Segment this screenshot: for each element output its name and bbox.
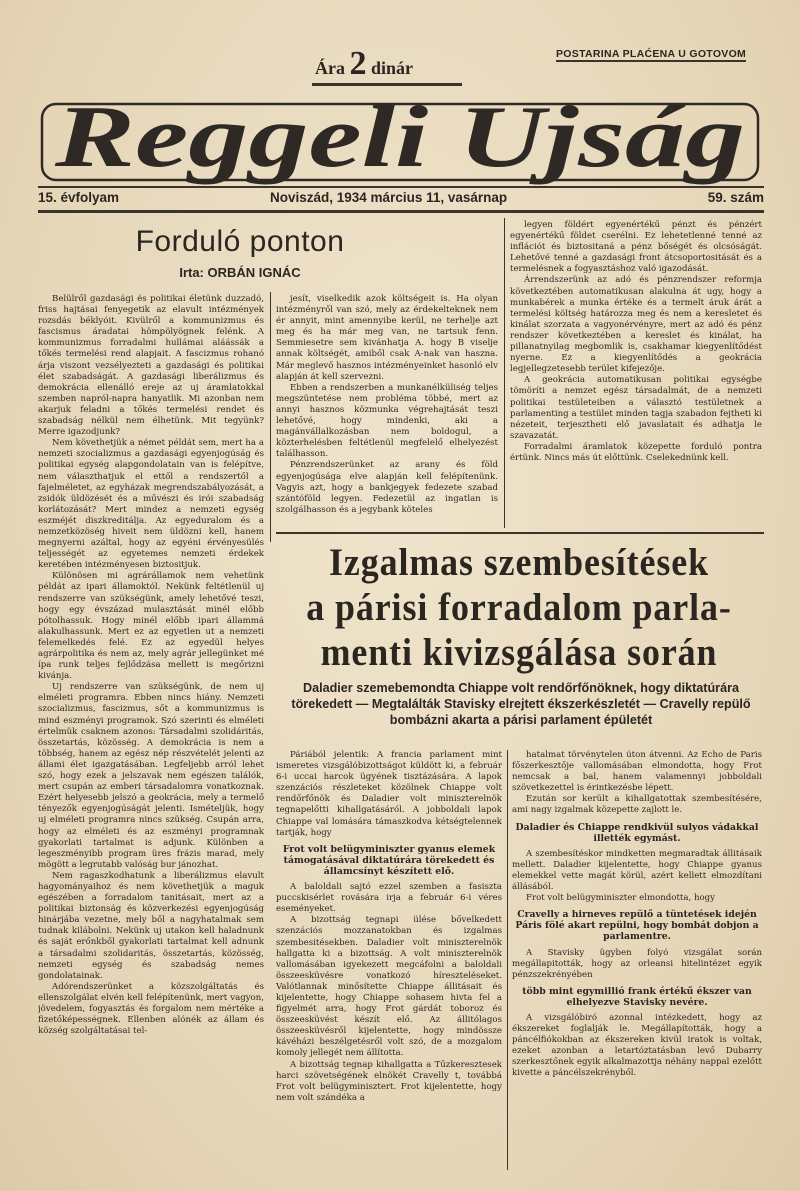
paragraph: A szembesítéskor mindketten megmaradtak állitásaik mellett. Daladier kijelentette, hogy Chiappe gyanus elemekkel vette magát körül, azért kellett elmozdítani állásából. [512, 848, 762, 893]
inline-heading: több mint egymillió frank értékű ékszer van elhelyezve Stavisky nevére. [522, 985, 752, 1008]
article1-column-2 [276, 294, 498, 530]
inline-heading: Frot volt belügyminiszter gyanus elemek támogatásával diktatúrára törekedett és államcsínyt készített elő. [282, 843, 496, 877]
paragraph: A bizottság tegnapi ülése bővelkedett szenzációs mozzanatokban és izgalmas szembesitésekben. Daladier volt miniszterelnök hallgatta ki a bizottság. A volt miniszterelnök vallomásában igyekezett megcáfolni a baloldali összeesküvésre vonatkozó híreszteléseket. Valótlannak minősítette Chiappe állitásait és kijelentette, hogy Chiappe sohasem hivta fel a figyelmét arra, hogy Frot gárdát toboroz és összeesküvést készít elő. Az állitólagos összeesküvésről kijelentette, hogy mindössze kávéházi beszélgetésről volt szó, de a mozgalom komoly jellegét nem állította. [276, 915, 502, 1059]
paragraph: A bizottság tegnap kihallgatta a Tűzkeresztesek harci szövetségének elnökét Cravelly t, továbbá Frot volt belügyminisztert. Frot kijelentette, hogy nem volt szándéka a [276, 1059, 502, 1103]
price-word: Ára [315, 58, 345, 78]
article1-headline: Forduló ponton [135, 225, 345, 258]
inline-heading: Cravelly a hirneves repülő a tüntetések idején Páris fölé akart repülni, hogy bombát dobjon a parlamentre. [515, 909, 759, 943]
article1-column-1 [38, 294, 264, 1174]
column-divider [270, 292, 271, 542]
article2-top-rule [276, 532, 764, 534]
dateline: Noviszád, 1934 március 11, vasárnap [270, 190, 508, 205]
paragraph: Különösen mi agrárállamok nem vehetünk példát az ipari államoktól. Nekünk feltétlenül uj rendszerre van szükségünk, amely lehetővé teszi, hogy egy évszázad mulasztását minél előbb pótolhassuk. Hogy minél előbb ipari állammá alakulhassunk. Mert ez az egyetlen ut a nemzeti felemelkedés felé. Ez az egyedül helyes agrárpolitika és nem az, mely agrár jellegünket mé ípa runk teljes fejlődzása mellett is megőrizni kivánja. [38, 571, 264, 682]
title-line: Izgalmas szembesítések [329, 541, 709, 584]
issue-number: 59. szám [707, 190, 764, 205]
article2-column-2 [512, 750, 762, 1174]
masthead-title [40, 74, 760, 192]
inline-heading: Daladier és Chiappe rendkivül sulyos vádakkal illették egymást. [515, 821, 759, 844]
masthead-text: Reggeli Ujság [53, 89, 745, 186]
title-line: menti kivizsgálása során [320, 631, 718, 674]
paragraph: Frot volt belügyminiszter elmondotta, hogy [526, 893, 716, 904]
paragraph: hatalmat törvénytelen úton átvenni. Az Echo de Paris főszerkesztője vallomásában elmondotta, hogy Frot nemcsak a bal, hanem valamennyi jobboldali szövetkezettel is érintkezésbe lépett. [512, 750, 762, 794]
bottom-rule [38, 210, 764, 213]
article2-subtitle: Daladier szemebemondta Chiappe volt rendőrfőnöknek, hogy diktatúrára törekedett — Megtalálták Stavisky elrejtett ékszerkészletét — Cravelly repülő bombázni akarta a párisi parlament épületét [291, 681, 751, 727]
article1-byline: Irta: ORBÁN IGNÁC [179, 265, 301, 280]
paragraph: Páriából jelentik: A francia parlament mint ismeretes vizsgálóbizottságot küldött ki, a február 6-i uccai harcok ügyének tisztázására. A lapok szenzációs részleteket közölnek Chiappe volt rendőrfőnök és Daladier volt miniszterelnök tegnapelőtti kihallgatásáról. A jobboldali lapok Chiappe val lomására támaszkodva kétségtelennek tartják, hogy [276, 750, 502, 838]
price-unit: dinár [371, 58, 414, 78]
paragraph: legyen földért egyenértékű pénzt és pénzért egyenértékű földet cserélni. Ez lehetetlenné tenné az inflációt és biztositaná a pénz bőségét és olcsóságát. Lehetővé tenné a gazdasági front átcsoportositását és a termelésnek a fogyasztáshoz való igazodását. [510, 220, 762, 275]
paragraph: Nem ragaszkodhatunk a liberálizmus elavult hagyományaihoz és nem követhetjük a maguk egészében a forradalom tanitásait, mert az a politikai biztonság és közverkezési egyenjogúság hinárjába vezetne, mely ből a nagyhatalmak sem tudnak kilábolni. Nekünk uj utakon kell haladnunk és saját erőnkből gyakorlati tartalmat kell adnunk a társadalmi szolidaritás, összetartás, közösség, nemzeti egység és szabadság nemes gondolatainak. [38, 870, 264, 981]
article2-title [295, 540, 742, 675]
paragraph: A Stavisky ügyben folyó vizsgálat során megállapitották, hogy az orleansi hitelintézet egyik pénzszekrényében [512, 947, 762, 980]
paragraph: Uj rendszerre van szükségünk, de nem uj elméleti programra. Ebben nincs hiány. Nemzeti szocializmus, fascizmus, sőt a kommunizmus is mind eszményi programok. Szó szerinti és elméleti értelmük csaknem azonos: Társadalmi szolidáritás, összetartás, közösség. A demokrácia is nem a többség, hanem az egész nép részvételét jelenti az állami élet igazgatásában. Legfeljebb arról lehet szó, hogy ezek a jelszavak nem egészen találók, mert csupán az emberi társadalomra vonatkoznak. Ezért helyesebb jelszó a geokrácia, mely a termelő tényezők egyenjogúságát jelenti. Ismételjük, hogy uj elméleti programra nincs szükség. Csupán arra, hogy az elméleti és az eszményi programnak gyakorlati tartalmat is adjunk. Különben a legeszményibb program üres frázis marad, mely mögött a legrutabb valóság bur jánozhat. [38, 682, 264, 870]
paragraph: A baloldali sajtó ezzel szemben a fasiszta puccskisérlet rovására irja a február 6-i véres eseményeket. [276, 882, 502, 915]
paragraph: Ezután sor került a kihallgatottak szembesítésére, ami nagy izgalmak közepette zajlott le. [512, 794, 762, 816]
column-divider [504, 218, 505, 528]
column-divider [507, 750, 508, 1170]
paragraph: Pénzrendszerünket az arany és föld egyenjogúsága elve alapján kell felépítenünk. Vagyis azt, hogy a bankjegyek fedezete szabad szántóföld legyen. Fedezetül az ingatlan is szolgálhasson és a jegybank köteles [276, 460, 498, 515]
paragraph: Forradalmi áramlatok közepette forduló pontra értünk. Nincs más út előttünk. Cselekednünk kell. [510, 441, 762, 463]
dateline-bar [38, 188, 764, 212]
postal-notice: POSTARINA PLAĆENA U GOTOVOM [556, 48, 747, 60]
paragraph: A geokrácia automatikusan politikai egységbe tömöríti a nemzet egész társadalmát, de a nemzeti politikai testületeiben a választó testületnek a parlamenting a testület minden tagja szabadon fejtheti ki nézeteit, terjesztheti elő javaslatait és adhatja le szavazatát. [510, 375, 762, 441]
paragraph: Belülről gazdasági és politikai életünk duzzadó, friss hajtásai fenyegetik az elavult intézmények rozsdás béklyóit. Kivülről a kommunizmus és fascismus áradatai hömpölyögnek felénk. A kommunizmus forradalmi hullámai aláássák a tőkés termelési rend alapjait. A fascizmus rohanó árja viszont vezsélyezteti a gazdasági és politikai élet szabadságát. A gazdasági liberálizmus és demokrácia ellenálló ereje az uj áramlatokkal szemben napról-napra hanyatlik. Mi azonban nem akarjuk feladni a tőkés termelési rendet és szabadság nélkül nem élhetünk. Mit tegyünk? Merre igazodjunk? [38, 294, 264, 438]
paragraph: Nem követhetjük a német példát sem, mert ha a nemzeti szocializmus a gazdasági egyenjogúság és politikai egység alapgondolatain van is felépítve, nem választhatjuk el ettől a rendszertől a fajelméletet, az egyházak megrendszabályozását, a zsidók üldözését és a művészi és irói szabadság korlátozását? Mert mindez a nemzeti egység eszméjét diszkreditálja. Az egyeduralom és a nemzetközöség hiveit nem üldözni kell, hanem megnyerni azáltal, hogy az egyéni érvényesülés teljességét az egyetemes nemzeti érdekek keretében intézményesen biztositjuk. [38, 438, 264, 571]
paragraph: jesít, viselkedik azok költségeit is. Ha olyan intézményről van szó, mely az érdekelteknek nem ér annyit, mint amennyibe kerül, ne terhelje azt meg és ha már meg van, ne tartsuk fenn. Semmiesetre sem kivánhatja A. hogy B viselje annak költségét, amiből csak A-nak van haszna. Már meglevő hasznos intézményeinket hasonló elv alapján át kell szervezni. [276, 294, 498, 382]
paragraph: A vizsgálóbiró azonnal intézkedett, hogy az ékszereket foglalják le. Megállapították, hogy a páncélfiókokban az ékszereken kivül iratok is voltak, ezeket azonban a letartóztatásban levő Dubarry szerkesztőnek egyik alkalmazottja néhány nappal ezelőtt kivette a páncélszekrényből. [512, 1012, 762, 1079]
price-amount: 2 [349, 45, 367, 82]
paragraph: Árrendszerünk az adó és pénzrendszer reformja következtében automatikusan alakulna át ugy, hogy a munkabérek a munka értéke és a termelt áruk árát a termelési költség határozza meg és nem a keresletet és kinálat szorzata a vagyonérvényre, mert az adó és pénz rendszer következtében a kereslet és kinálat, ha pillanatnyilag megbomlik is, csakhamar kiegyenlítődést nyerne. Ez a kiegyenlítődés a geokrácia legjellegzetesebb terület kifejezője. [510, 275, 762, 375]
article2-column-1 [276, 750, 502, 1174]
volume-label: 15. évfolyam [38, 190, 120, 205]
title-line: a párisi forradalom parla- [306, 586, 732, 629]
article1-column-3 [510, 220, 762, 530]
paragraph: Ebben a rendszerben a munkanélküliség teljes megszüntetése nem probléma többé, mert az annyi hasznos közmunka végrehajtását teszi lehetővé, hogy mindenki, aki a magánvállalkozásban nem boldogul, a közterhelésben feltétlenül megfelelő elhelyezést találhasson. [276, 382, 498, 460]
paragraph: Adórendszerünket a közszolgáltatás és ellenszolgálat elvén kell felépítenünk, mert vagyon, jövedelem, fogyasztás és forgalom nem mértéke a fizetőképességnek. Ellenben alónék az állam és község szolgáltatásai tel- [38, 981, 264, 1037]
